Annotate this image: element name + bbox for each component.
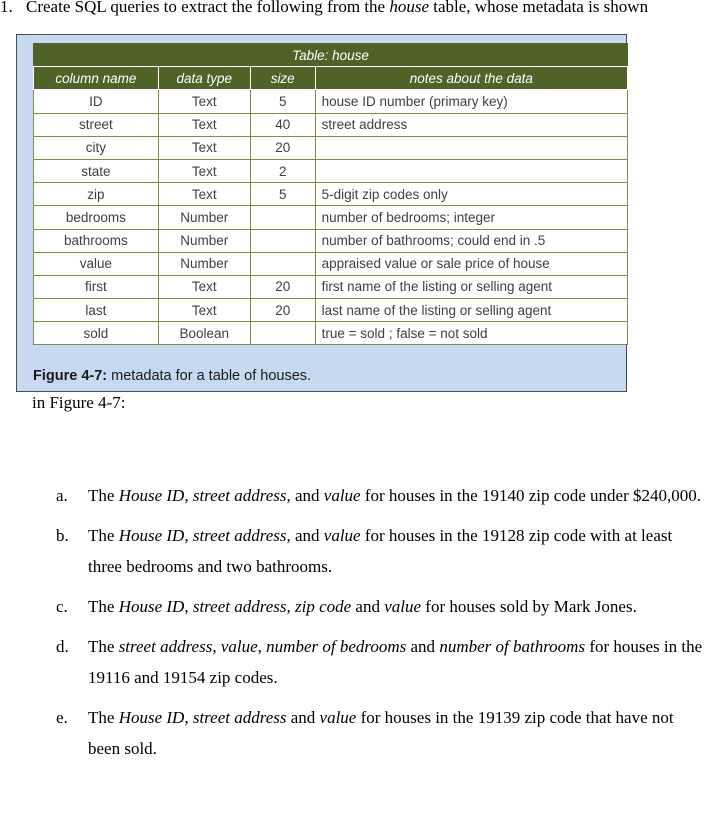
table-row — [34, 322, 628, 345]
figure-box — [16, 34, 627, 392]
cell-size — [250, 252, 315, 275]
cell-notes — [315, 159, 627, 182]
sub-question-item — [56, 480, 706, 511]
question-heading — [0, 0, 721, 17]
cell-column-name: ID — [34, 90, 159, 113]
emphasized-term: House ID — [118, 597, 185, 616]
cell-notes: street address — [315, 113, 627, 136]
sub-question-text — [88, 480, 706, 511]
table-row — [34, 136, 628, 159]
emphasized-term: street address — [192, 708, 287, 727]
text-fragment: for houses in the 19128 zip code with at least three bedrooms and two bathrooms. — [88, 526, 673, 576]
sub-question-item — [56, 520, 706, 582]
text-fragment: , — [184, 486, 193, 505]
emphasized-term: street address — [192, 486, 287, 505]
cell-notes: first name of the listing or selling agent — [315, 275, 627, 298]
cell-column-name: zip — [34, 183, 159, 206]
cell-notes: 5-digit zip codes only — [315, 183, 627, 206]
cell-size — [250, 206, 315, 229]
table-row — [34, 159, 628, 182]
table-title-row — [34, 44, 628, 67]
cell-notes: number of bedrooms; integer — [315, 206, 627, 229]
cell-notes: appraised value or sale price of house — [315, 252, 627, 275]
cell-size: 5 — [250, 183, 315, 206]
question-text-before: Create SQL queries to extract the following from the — [26, 0, 390, 16]
sub-question-label: d. — [56, 637, 69, 656]
text-fragment: , and — [286, 526, 324, 545]
cell-column-name: bedrooms — [34, 206, 159, 229]
cell-column-name: last — [34, 299, 159, 322]
table-row — [34, 206, 628, 229]
question-table-word: house — [389, 0, 430, 16]
cell-data-type: Text — [158, 90, 250, 113]
cell-size: 20 — [250, 299, 315, 322]
sub-question-label: e. — [56, 708, 68, 727]
column-header: data type — [158, 67, 250, 90]
question-text-after: table, whose metadata is shown — [429, 0, 649, 16]
cell-notes: true = sold ; false = not sold — [315, 322, 627, 345]
metadata-table — [33, 43, 628, 345]
cell-column-name: city — [34, 136, 159, 159]
table-row — [34, 252, 628, 275]
text-fragment: , — [184, 526, 193, 545]
cell-size: 20 — [250, 136, 315, 159]
table-header-row — [34, 67, 628, 90]
cell-data-type: Text — [158, 183, 250, 206]
sub-question-text — [88, 702, 706, 764]
text-fragment: for houses in the 19140 zip code under $240,000. — [360, 486, 702, 505]
sub-question-item — [56, 702, 706, 764]
emphasized-term: value — [220, 637, 258, 656]
question-continuation: in Figure 4-7: — [32, 393, 126, 412]
cell-size: 2 — [250, 159, 315, 182]
sub-question-label: b. — [56, 526, 69, 545]
cell-data-type: Text — [158, 136, 250, 159]
cell-notes: number of bathrooms; could end in .5 — [315, 229, 627, 252]
cell-notes — [315, 136, 627, 159]
emphasized-term: value — [319, 708, 357, 727]
cell-column-name: first — [34, 275, 159, 298]
text-fragment: for houses in the 19139 zip code that have not been sold. — [88, 708, 674, 758]
text-fragment: for houses in the 19116 and 19154 zip codes. — [88, 637, 703, 687]
sub-question-text — [88, 520, 706, 582]
table-row — [34, 299, 628, 322]
sub-question-text — [88, 591, 706, 622]
emphasized-term: value — [323, 486, 361, 505]
sub-question-label: a. — [56, 486, 68, 505]
column-header: column name — [34, 67, 159, 90]
figure-caption — [33, 368, 311, 384]
cell-data-type: Text — [158, 113, 250, 136]
text-fragment: , — [286, 597, 295, 616]
cell-notes: last name of the listing or selling agent — [315, 299, 627, 322]
text-fragment: The — [88, 486, 119, 505]
sub-question-label: c. — [56, 597, 68, 616]
cell-data-type: Text — [158, 275, 250, 298]
table-row — [34, 183, 628, 206]
text-fragment: and — [406, 637, 440, 656]
text-fragment: The — [88, 637, 119, 656]
cell-data-type: Number — [158, 206, 250, 229]
cell-data-type: Number — [158, 229, 250, 252]
cell-column-name: value — [34, 252, 159, 275]
emphasized-term: value — [323, 526, 361, 545]
text-fragment: The — [88, 708, 119, 727]
cell-data-type: Boolean — [158, 322, 250, 345]
cell-size — [250, 322, 315, 345]
text-fragment: , — [257, 637, 267, 656]
text-fragment: The — [88, 526, 119, 545]
cell-data-type: Number — [158, 252, 250, 275]
sub-question-list — [56, 480, 706, 773]
column-header: size — [250, 67, 315, 90]
emphasized-term: street address — [118, 637, 213, 656]
emphasized-term: number of bedrooms — [266, 637, 407, 656]
cell-column-name: sold — [34, 322, 159, 345]
emphasized-term: number of bathrooms — [439, 637, 586, 656]
cell-size — [250, 229, 315, 252]
text-fragment: , — [184, 708, 193, 727]
cell-size: 5 — [250, 90, 315, 113]
text-fragment: , — [212, 637, 221, 656]
cell-column-name: state — [34, 159, 159, 182]
cell-size: 40 — [250, 113, 315, 136]
caption-text: metadata for a table of houses. — [107, 368, 312, 384]
cell-data-type: Text — [158, 299, 250, 322]
sub-question-text — [88, 631, 706, 693]
table-row — [34, 229, 628, 252]
text-fragment: , — [184, 597, 193, 616]
emphasized-term: House ID — [118, 486, 185, 505]
question-number: 1. — [0, 0, 13, 16]
emphasized-term: House ID — [118, 526, 185, 545]
cell-column-name: street — [34, 113, 159, 136]
table-row — [34, 113, 628, 136]
cell-data-type: Text — [158, 159, 250, 182]
emphasized-term: House ID — [118, 708, 185, 727]
table-row — [34, 275, 628, 298]
emphasized-term: zip code — [294, 597, 352, 616]
text-fragment: The — [88, 597, 119, 616]
sub-question-item — [56, 631, 706, 693]
caption-label: Figure 4-7: — [33, 368, 108, 384]
emphasized-term: street address — [192, 597, 287, 616]
text-fragment: and — [351, 597, 385, 616]
cell-column-name: bathrooms — [34, 229, 159, 252]
table-row — [34, 90, 628, 113]
column-header: notes about the data — [315, 67, 627, 90]
emphasized-term: street address — [192, 526, 287, 545]
emphasized-term: value — [384, 597, 422, 616]
table-body — [34, 90, 628, 345]
table-title: Table: house — [34, 44, 628, 67]
text-fragment: , and — [286, 486, 324, 505]
text-fragment: for houses sold by Mark Jones. — [421, 597, 637, 616]
cell-size: 20 — [250, 275, 315, 298]
sub-question-item — [56, 591, 706, 622]
text-fragment: and — [286, 708, 320, 727]
cell-notes: house ID number (primary key) — [315, 90, 627, 113]
